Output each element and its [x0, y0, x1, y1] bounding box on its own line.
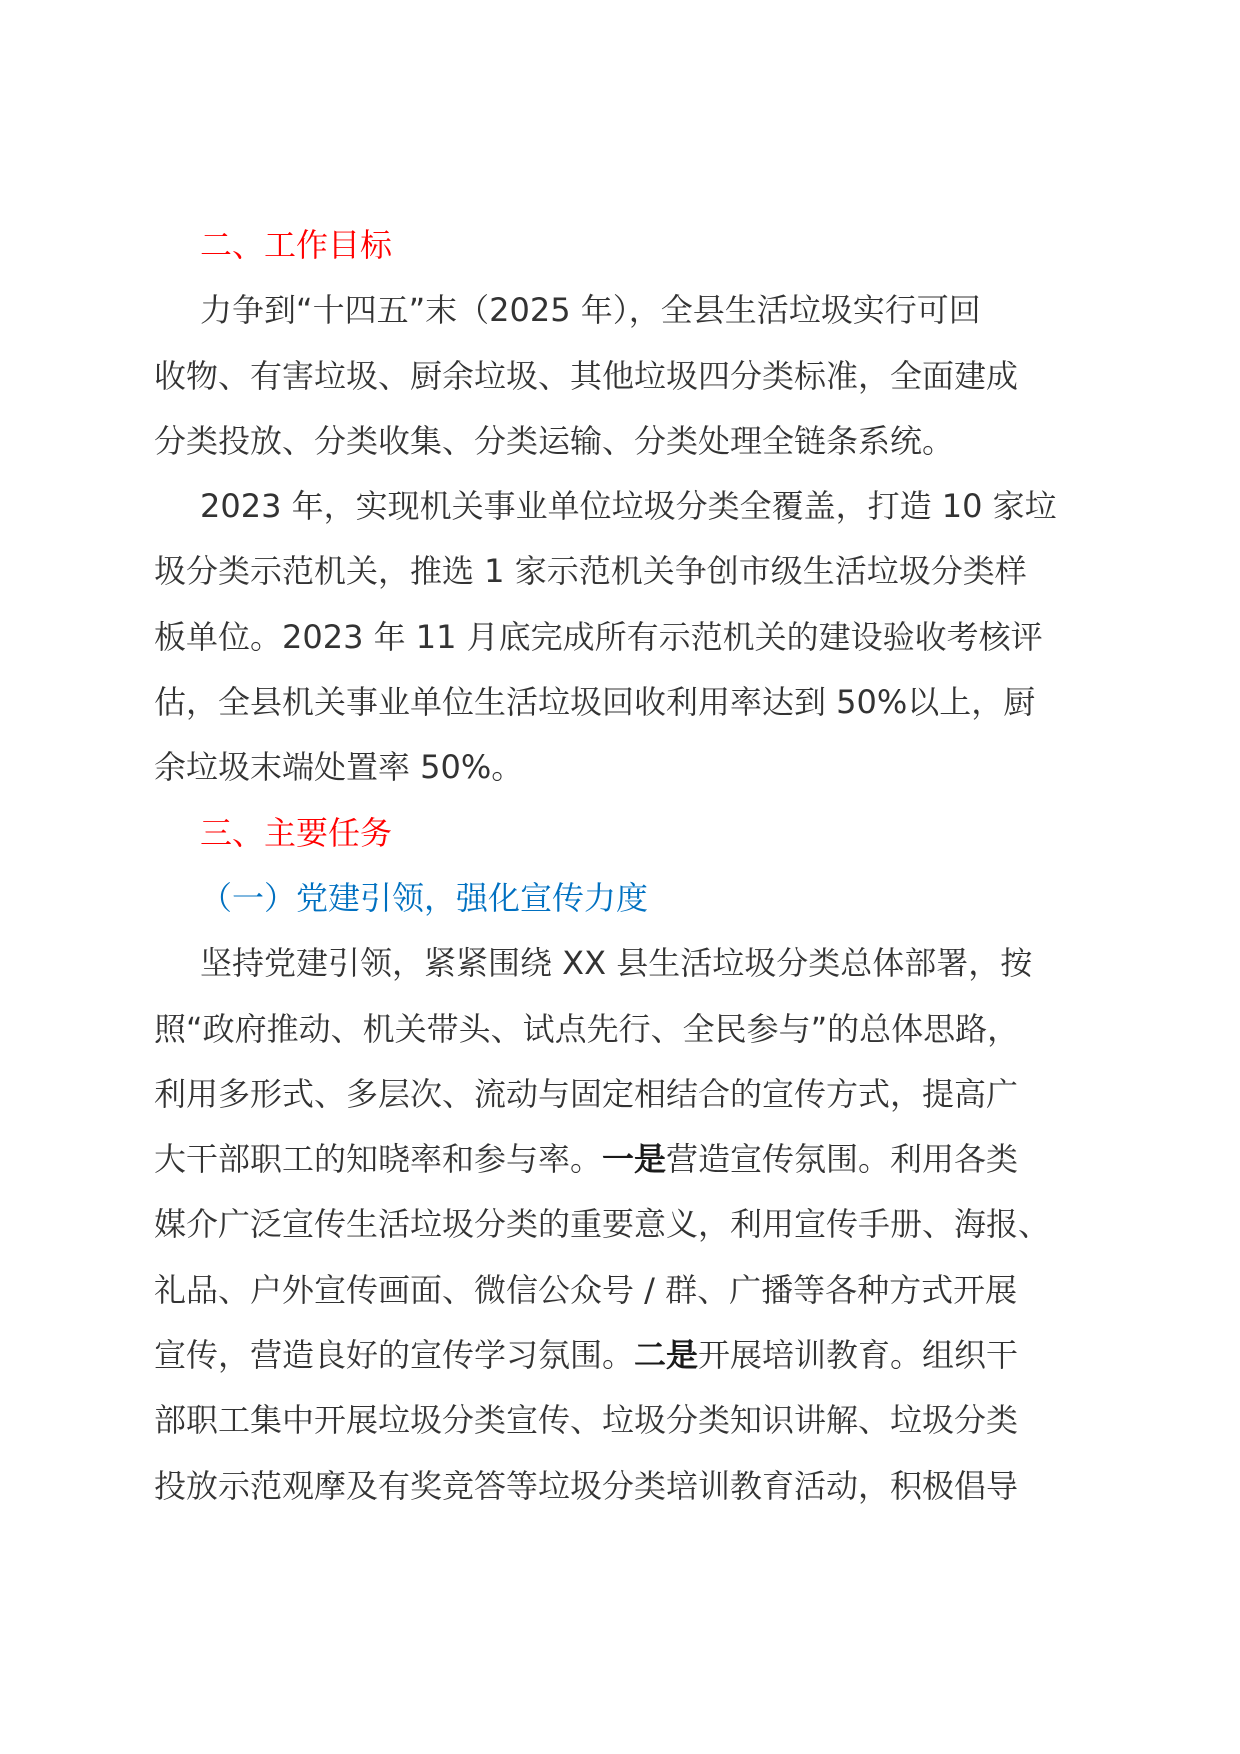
text-span: 大干部职工的知晓率和参与率。	[154, 1140, 603, 1179]
text-line: 圾分类示范机关，推选 1 家示范机关争创市级生活垃圾分类样	[154, 552, 1027, 591]
text-line: 媒介广泛宣传生活垃圾分类的重要意义，利用宣传手册、海报、	[154, 1205, 1051, 1244]
text-span: 营造宣传氛围。利用各类	[666, 1140, 1019, 1179]
text-line: 礼品、户外宣传画面、微信公众号 / 群、广播等各种方式开展	[154, 1270, 1018, 1309]
text-line: 投放示范观摩及有奖竞答等垃圾分类培训教育活动，积极倡导	[154, 1466, 1019, 1505]
text-line: 部职工集中开展垃圾分类宣传、垃圾分类知识讲解、垃圾分类	[154, 1401, 1019, 1440]
document-page	[154, 213, 1094, 1519]
text-line: 板单位。2023 年 11 月底完成所有示范机关的建设验收考核评	[154, 617, 1043, 656]
text-span: 开展培训教育。组织干	[698, 1336, 1019, 1375]
text-line: 估，全县机关事业单位生活垃圾回收利用率达到 50%以上，厨	[154, 683, 1036, 722]
subsection-heading-party-building: （一）党建引领，强化宣传力度	[200, 878, 649, 917]
paragraph-party-building	[154, 931, 1094, 1519]
text-line: 坚持党建引领，紧紧围绕 XX 县生活垃圾分类总体部署，按	[200, 944, 1033, 983]
text-line	[154, 1127, 1094, 1192]
paragraph-goal-2025	[154, 278, 1094, 474]
text-line: 力争到“十四五”末（2025 年），全县生活垃圾实行可回	[200, 291, 981, 330]
section-heading-main-tasks: 三、主要任务	[200, 813, 393, 852]
text-line: 余垃圾末端处置率 50%。	[154, 748, 524, 787]
bold-point-two: 二是	[634, 1336, 699, 1375]
text-line	[154, 1323, 1094, 1388]
bold-point-one: 一是	[602, 1140, 667, 1179]
text-span: 宣传，营造良好的宣传学习氛围。	[154, 1336, 635, 1375]
text-line: 收物、有害垃圾、厨余垃圾、其他垃圾四分类标准，全面建成	[154, 356, 1019, 395]
section-heading-work-goals: 二、工作目标	[200, 226, 393, 264]
paragraph-goal-2023	[154, 474, 1094, 800]
text-line: 2023 年，实现机关事业单位垃圾分类全覆盖，打造 10 家垃	[200, 487, 1057, 526]
text-line: 利用多形式、多层次、流动与固定相结合的宣传方式，提高广	[154, 1074, 1019, 1113]
text-line: 照“政府推动、机关带头、试点先行、全民参与”的总体思路，	[154, 1009, 1020, 1048]
text-line: 分类投放、分类收集、分类运输、分类处理全链条系统。	[154, 421, 955, 460]
